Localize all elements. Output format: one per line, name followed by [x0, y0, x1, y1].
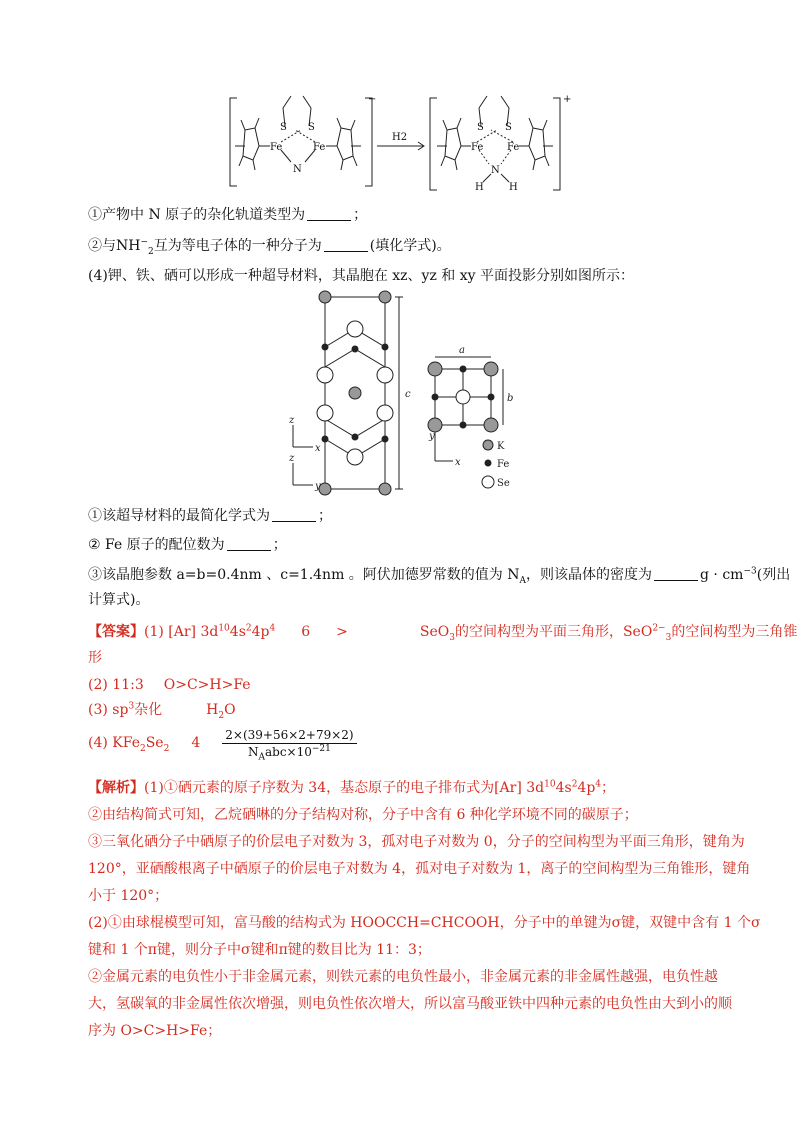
right-charge: + — [563, 94, 572, 105]
reaction-scheme — [225, 90, 575, 195]
question-3-2: ②与$NH^-_2$互为等电子体的一种分子为 (填化学式)。 — [88, 237, 451, 257]
legend-k: K — [497, 441, 505, 452]
analysis-p5-l1: ②金属元素的电负性小于非金属元素，则铁元素的电负性最小，非金属元素的非金属性越强，电负性越 — [88, 969, 718, 985]
left-fe1: Fe — [270, 142, 283, 153]
analysis-p3-l2: 120°，亚硒酸根离子中硒原子的价层电子对数为 4，孤对电子对数为 1，离子的空间构型为三角锥形，键角 — [88, 861, 751, 877]
right-s1: S — [477, 122, 484, 133]
question-4-intro: (4)钾、铁、硒可以形成一种超导材料，其晶胞在 xz、yz 和 xy 平面投影分别如图所示： — [88, 268, 634, 284]
c-label: c — [405, 389, 411, 400]
legend-se: Se — [497, 478, 510, 489]
right-fe2: Fe — [507, 142, 520, 153]
answer-blank[interactable] — [324, 251, 368, 252]
answer-blank[interactable] — [227, 550, 271, 551]
right-mol-left-cp — [437, 118, 461, 170]
crystal-projection-figure — [285, 285, 525, 500]
answer-blank[interactable] — [307, 220, 351, 221]
legend-fe: Fe — [497, 459, 510, 470]
axis-x1: x — [315, 443, 321, 454]
answer-line-2: (2) 11:3 O>C>H>Fe — [88, 677, 251, 693]
right-n: N — [491, 165, 500, 176]
left-s2: S — [308, 122, 315, 133]
answer-line-1: 【答案】(1) [Ar] $3d^{10}4s^24p^4$ 6 > SeO$_3$的空间构型为平面三角形，SeO$^{2-}_3$的空间构型为三角锥 — [88, 623, 798, 643]
left-n: N — [293, 164, 302, 175]
analysis-p3-l3: 小于 120°； — [88, 888, 169, 904]
right-cp-ring — [337, 118, 361, 170]
left-charge: − — [368, 94, 377, 105]
axis-y2: y — [429, 431, 435, 442]
reagent-label: H2 — [392, 132, 408, 143]
right-fe1: Fe — [471, 142, 484, 153]
left-s1: S — [280, 122, 287, 133]
analysis-tag: 【解析】 — [88, 780, 144, 796]
left-cp-ring — [235, 118, 259, 170]
axis-y1: y — [315, 481, 321, 492]
density-denominator: $N_Aabc\times 10^{-21}$ — [248, 743, 331, 762]
axis-z2: z — [289, 453, 295, 464]
answer-blank[interactable] — [654, 580, 698, 581]
question-4-2: ② Fe 原子的配位数为 ； — [88, 537, 287, 553]
axis-z1: z — [289, 415, 295, 426]
answer-line-1-cont: 形 — [88, 650, 102, 666]
density-fraction — [222, 727, 356, 760]
right-h1: H — [475, 182, 484, 193]
analysis-p1: 【解析】(1)①硒元素的原子序数为 34，基态原子的电子排布式为[Ar] $3d^{10}4s^24p^4$； — [88, 779, 616, 796]
answer-tag: 【答案】 — [88, 624, 144, 640]
a-label: a — [459, 345, 465, 356]
left-fe2: Fe — [313, 142, 326, 153]
analysis-p3-l1: ③三氧化硒分子中硒原子的价层电子对数为 3，孤对电子对数为 0，分子的空间构型为平面三角形，键角为 — [88, 834, 745, 850]
answer-blank[interactable] — [272, 521, 316, 522]
question-3-1: ①产物中 N 原子的杂化轨道类型为 ； — [88, 207, 368, 223]
analysis-p5-l2: 大，氢碳氧的非金属性依次增强，则电负性依次增大，所以富马酸亚铁中四种元素的电负性由大到小的顺 — [88, 996, 732, 1012]
answer-line-3: (3) $sp^3$杂化 $H_2O$ — [88, 701, 236, 721]
analysis-p2: ②由结构简式可知，乙烷硒啉的分子结构对称，分子中含有 6 种化学环境不同的碳原子； — [88, 807, 638, 823]
density-numerator: 2×(39+56×2+79×2) — [222, 727, 356, 744]
question-4-1: ①该超导材料的最简化学式为 ； — [88, 508, 332, 524]
question-4-3-cont: 计算式)。 — [88, 592, 150, 608]
analysis-p4-l2: 键和 1 个π键，则分子中σ键和π键的数目比为 11：3； — [88, 942, 431, 958]
analysis-p5-l3: 序为 O>C>H>Fe； — [88, 1023, 222, 1039]
answer-line-4: (4) $KFe_2Se_2$ 4 $\frac{2\times(39+56\times 2+79\times 2)}{N_Aabc\times 10^{-21}}$ — [88, 725, 357, 761]
question-4-3: ③该晶胞参数 a=b=0.4nm 、c=1.4nm 。阿伏加德罗常数的值为 $N_A$，则该晶体的密度为 $g \cdot cm^{-3}$(列出 — [88, 566, 791, 586]
right-s2: S — [505, 122, 512, 133]
b-label: b — [507, 393, 514, 404]
right-mol-right-cp — [529, 118, 553, 170]
axis-x2: x — [455, 457, 461, 468]
analysis-p4-l1: (2)①由球棍模型可知，富马酸的结构式为 HOOCCH=CHCOOH，分子中的单键为σ键，双键中含有 1 个σ — [88, 915, 761, 931]
right-h2: H — [509, 182, 518, 193]
